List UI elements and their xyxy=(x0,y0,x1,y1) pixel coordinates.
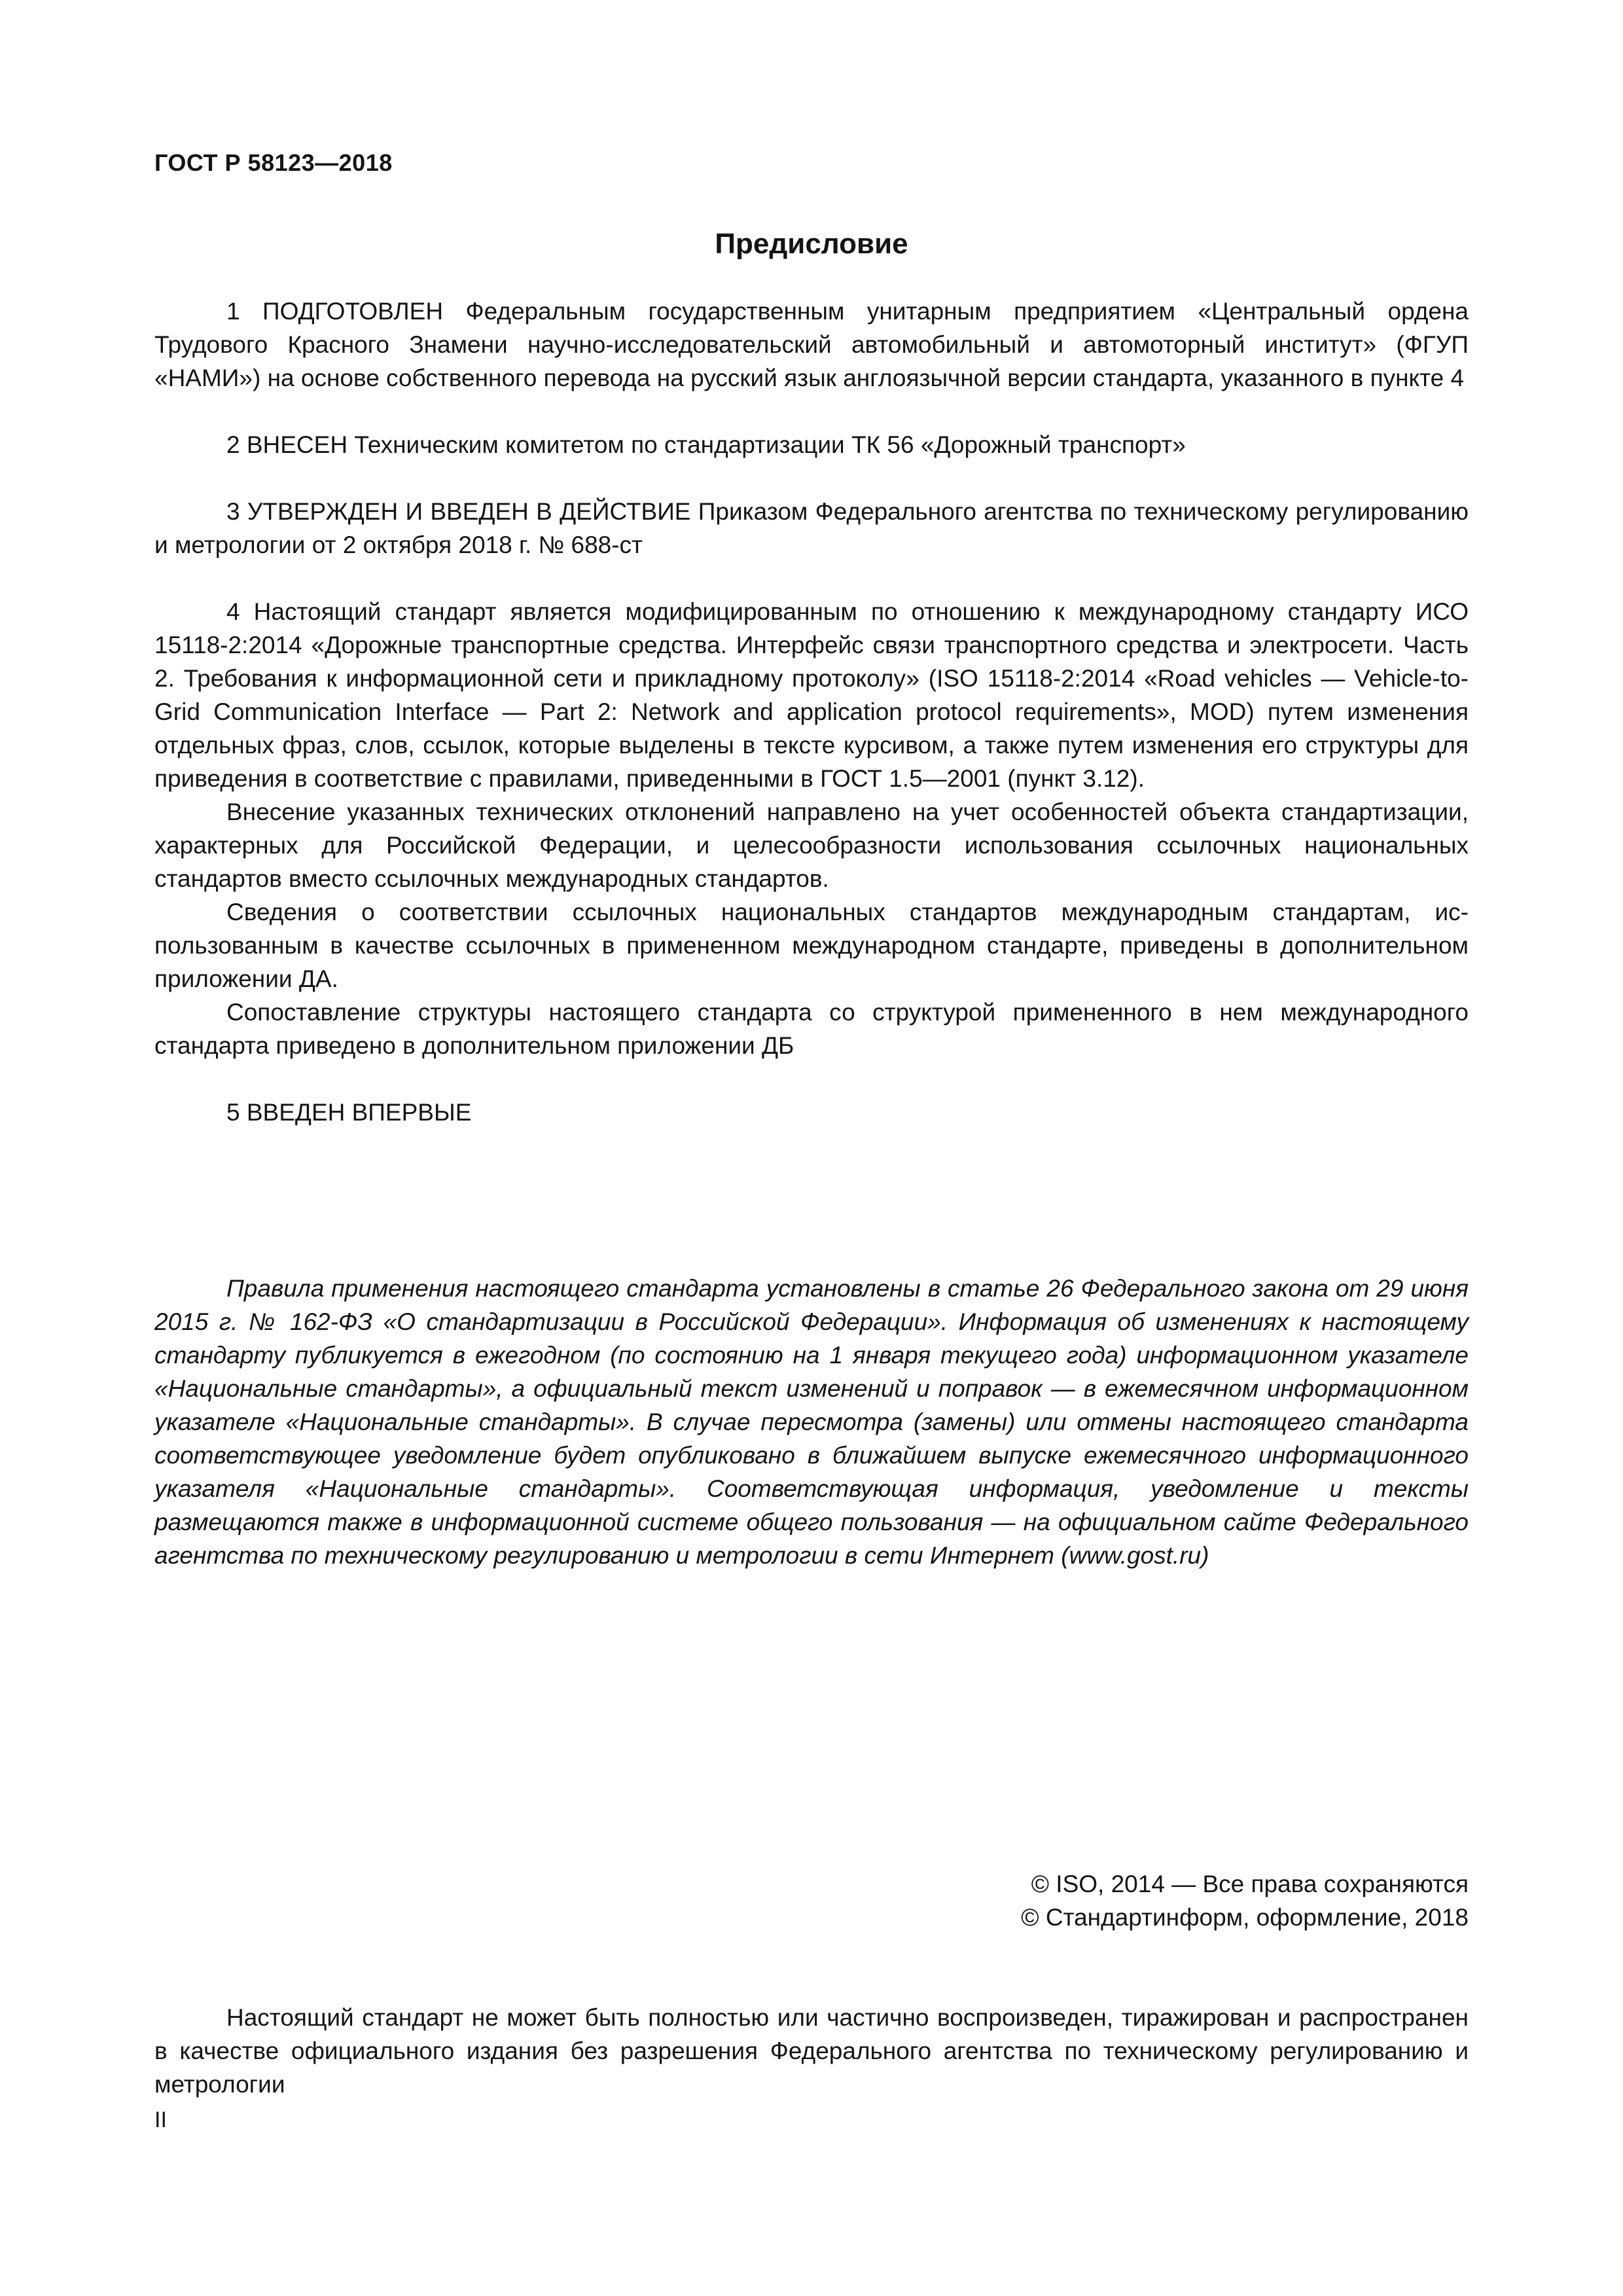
page-number: II xyxy=(154,2108,167,2132)
foreword-body xyxy=(154,295,1469,1129)
document-code: ГОСТ Р 58123—2018 xyxy=(154,149,393,176)
copyright-iso: © ISO, 2014 — Все права сохраняются xyxy=(1031,1871,1469,1897)
copyright-block xyxy=(1021,1867,1469,1934)
foreword-item-4-structure: Сопоставление структуры настоящего стандарта со структурой примененного в нем международного стандарта приведено в дополнительном приложении ДБ xyxy=(154,999,1469,1059)
page-title: Предисловие xyxy=(715,228,908,260)
foreword-item-1: 1 ПОДГОТОВЛЕН Федеральным государственным унитарным предприятием «Центральный ордена Трудового Красного Знамени научно-исследовательский автомобильный и автомоторный институт» (ФГУП «НАМИ») на основе собственного перевода на русский язык англоязычной версии стандарта, указанного в пункте 4 xyxy=(154,298,1469,391)
copyright-standartinform: © Стандартинформ, оформление, 2018 xyxy=(1021,1904,1469,1931)
foreword-item-3: 3 УТВЕРЖДЕН И ВВЕДЕН В ДЕЙСТВИЕ Приказом Федерального агентства по техническому регулированию и метрологии от 2 октября 2018 г. № 688-ст xyxy=(154,498,1469,558)
application-rules-notice: Правила применения настоящего стандарта установлены в статье 26 Федерального закона от 29 июня 2015 г. № 162-ФЗ «О стандартизации в Российской Федерации». Информация об изменениях к настоящему стандарту публикуется в ежегодном (по состоянию на 1 января текущего года) информационном указателе «Национальные стандарты», а официальный текст изменений и поправок — в ежемесячном информационном указателе «Национальные стандарты». В случае пересмотра (замены) или отмены настоящего стандарта соответствующее уведомление будет опубликовано в ближайшем выпуске ежемесячного информационного указателя «Национальные стандарты». Соответствующая информация, уведомление и тексты размещаются также в информационной системе общего пользования — на официальном сайте Федерального агентства по техническому регулированию и метрологии в сети Интернет (www.gost.ru) xyxy=(154,1275,1469,1569)
document-page xyxy=(154,0,1469,2296)
foreword-item-4: 4 Настоящий стандарт является модифицированным по отношению к международному стандарту ИСО 15118-2:2014 «Дорожные транспортные средства. Интерфейс связи транспортного средства и электросети. Часть 2. Требования к информационной сети и прикладному протоколу» (ISO 15118-2:2014 «Road vehicles — Vehicle-to-Grid Communication Interface — Part 2: Network and application protocol requirements», MOD) путем изменения отдельных фраз, слов, ссылок, которые выделены в тексте курсивом, а также путем изменения его структуры для приведения в соответствие с правилами, приведенными в ГОСТ 1.5—2001 (пункт 3.12). xyxy=(154,598,1469,792)
foreword-item-4-deviations: Внесение указанных технических отклонений направлено на учет особенностей объекта стандартизации, характерных для Российской Федерации, и целесообразности использования ссылочных национальных стандартов вместо ссылочных международных стандартов. xyxy=(154,798,1469,892)
foreword-item-4-references: Сведения о соответствии ссылочных национальных стандартов международным стандартам, использованным в качестве ссылочных в примененном международном стандарте, приведены в дополнительном приложении ДА. xyxy=(154,899,1469,992)
foreword-item-5: 5 ВВЕДЕН ВПЕРВЫЕ xyxy=(226,1099,472,1126)
foreword-item-2: 2 ВНЕСЕН Техническим комитетом по стандартизации ТК 56 «Дорожный транспорт» xyxy=(226,431,1186,458)
reproduction-notice: Настоящий стандарт не может быть полностью или частично воспроизведен, тиражирован и распространен в качестве официального издания без разрешения Федерального агентства по техническому регулированию и метрологии xyxy=(154,2004,1469,2098)
